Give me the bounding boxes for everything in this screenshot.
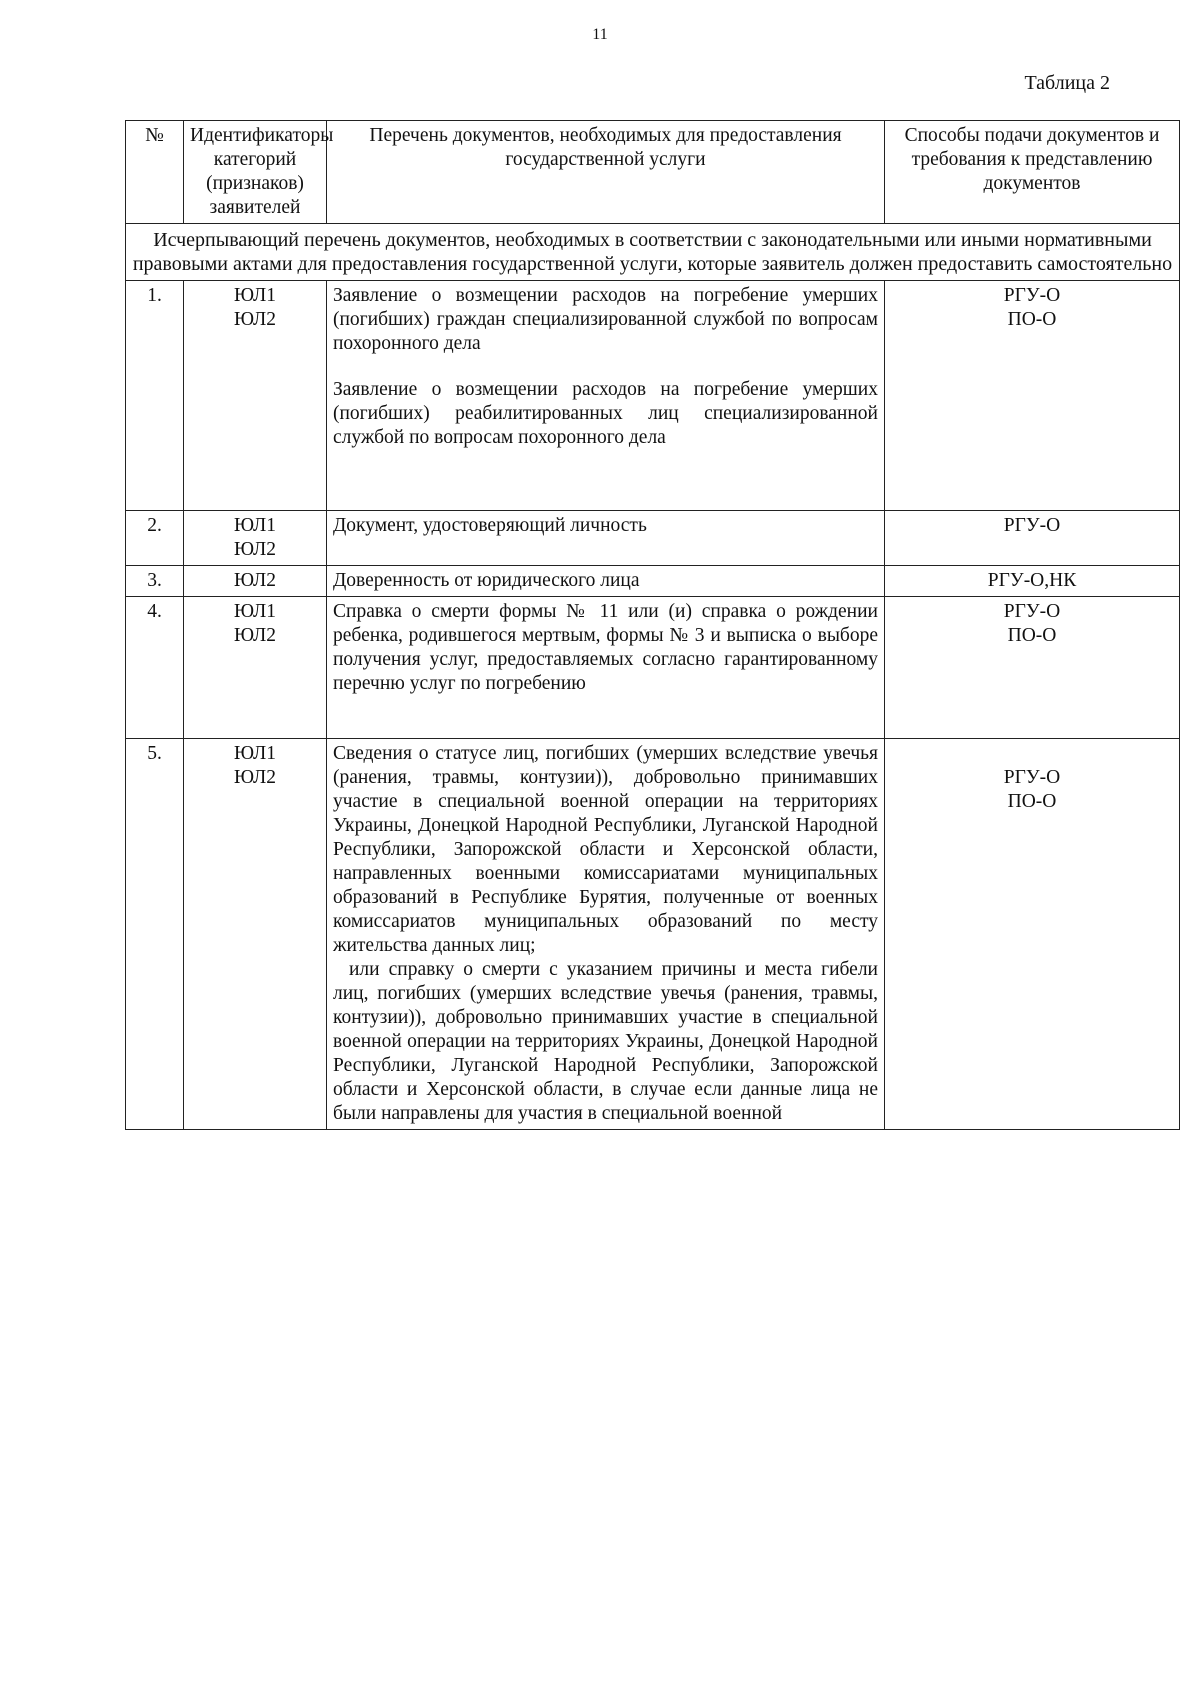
row-documents <box>327 597 885 739</box>
row-methods: РГУ-О <box>885 511 1180 566</box>
table-row <box>126 281 1180 511</box>
row-identifiers: ЮЛ1 ЮЛ2 <box>184 597 327 739</box>
header-documents: Перечень документов, необходимых для предоставления государственной услуги <box>327 121 885 224</box>
row-identifiers: ЮЛ1 ЮЛ2 <box>184 511 327 566</box>
row-documents <box>327 566 885 597</box>
row-methods: РГУ-О,НК <box>885 566 1180 597</box>
header-methods: Способы подачи документов и требования к представлению документов <box>885 121 1180 224</box>
table-row <box>126 739 1180 1130</box>
row-number: 2. <box>126 511 184 566</box>
table-caption: Таблица 2 <box>1024 72 1110 94</box>
row-methods: РГУ-О ПО-О <box>885 281 1180 511</box>
document-text: Справка о смерти формы № 11 или (и) справка о рождении ребенка, родившегося мертвым, формы № 3 и выписка о выборе получения услуг, предоставляемых согласно гарантированному перечню услуг по погребению <box>333 601 878 694</box>
page-number: 11 <box>592 26 608 43</box>
row-documents <box>327 281 885 511</box>
table-row <box>126 511 1180 566</box>
row-identifiers: ЮЛ1 ЮЛ2 <box>184 739 327 1130</box>
document-text: или справку о смерти с указанием причины и места гибели лиц, погибших (умерших вследствие увечья (ранения, травмы, контузии)), добровольно принимавших участие в специальной военной операции на территориях Украины, Донецкой Народной Республики, Луганской Народной Республики, Запорожской области и Херсонской области, в случае если данные лица не были направлены для участия в специальной военной <box>333 959 878 1124</box>
document-text: Заявление о возмещении расходов на погребение умерших (погибших) граждан специализированной службой по вопросам похоронного дела <box>333 285 878 354</box>
row-number: 3. <box>126 566 184 597</box>
row-number: 5. <box>126 739 184 1130</box>
row-documents <box>327 739 885 1130</box>
table-row <box>126 597 1180 739</box>
table-header-row <box>126 121 1180 224</box>
row-methods: РГУ-О ПО-О <box>885 597 1180 739</box>
document-text: Документ, удостоверяющий личность <box>333 515 647 536</box>
row-number: 4. <box>126 597 184 739</box>
row-documents <box>327 511 885 566</box>
documents-table <box>125 120 1180 1130</box>
section-title: Исчерпывающий перечень документов, необходимых в соответствии с законодательными или иными нормативными правовыми актами для предоставления государственной услуги, которые заявитель должен предоставить самостоятельно <box>126 224 1180 281</box>
header-num: № <box>126 121 184 224</box>
document-text: Доверенность от юридического лица <box>333 570 640 591</box>
document-text: Сведения о статусе лиц, погибших (умерших вследствие увечья (ранения, травмы, контузии)), добровольно принимавших участие в специальной военной операции на территориях Украины, Донецкой Народной Республики, Луганской Народной Республики, Запорожской области и Херсонской области, направленных военными комиссариатами муниципальных образований в Республике Бурятия, полученные от военных комиссариатов муниципальных образований по месту жительства данных лиц; <box>333 743 878 956</box>
row-identifiers: ЮЛ1 ЮЛ2 <box>184 281 327 511</box>
header-identifiers: Идентификаторы категорий (признаков) заявителей <box>184 121 327 224</box>
section-row <box>126 224 1180 281</box>
row-identifiers: ЮЛ2 <box>184 566 327 597</box>
table-row <box>126 566 1180 597</box>
document-text: Заявление о возмещении расходов на погребение умерших (погибших) реабилитированных лиц специализированной службой по вопросам похоронного дела <box>333 379 878 448</box>
row-methods: РГУ-О ПО-О <box>885 739 1180 1130</box>
row-number: 1. <box>126 281 184 511</box>
